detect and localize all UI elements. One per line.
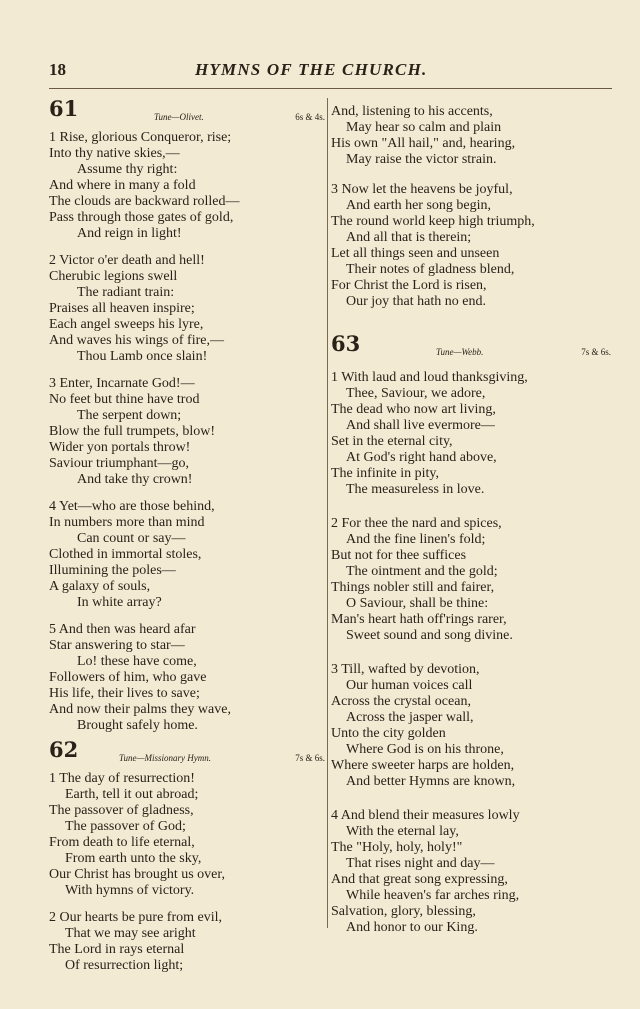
- verse-line: The serpent down;: [77, 408, 182, 423]
- tune-name: Tune—Missionary Hymn.: [119, 753, 211, 763]
- verse-line: And now their palms they wave,: [49, 702, 231, 717]
- verse-line: Let all things seen and unseen: [331, 246, 500, 261]
- meter: 7s & 6s.: [295, 753, 325, 763]
- verse-line: His life, their lives to save;: [49, 686, 200, 701]
- verse-line: And reign in light!: [77, 226, 182, 241]
- verse-line: But not for thee suffices: [331, 548, 467, 563]
- verse: [331, 662, 613, 790]
- verse-line: 2 For thee the nard and spices,: [331, 516, 502, 531]
- hymn-number: 63: [331, 331, 361, 356]
- hymn-number: 61: [49, 96, 79, 121]
- verse-line: 4 Yet—who are those behind,: [49, 499, 215, 514]
- hymn-63-header: [331, 331, 613, 360]
- verse-line: Saviour triumphant—go,: [49, 456, 189, 471]
- verse-line: Lo! these have come,: [77, 654, 197, 669]
- verse-line: The Lord in rays eternal: [49, 942, 185, 957]
- hymn-61-header: [49, 96, 327, 125]
- verse-line: Salvation, glory, blessing,: [331, 904, 476, 919]
- header-rule: [49, 88, 612, 89]
- verse: [49, 910, 327, 974]
- running-title: HYMNS OF THE CHURCH.: [195, 60, 428, 79]
- verse-line: 4 And blend their measures lowly: [331, 808, 520, 823]
- verse-line: His own "All hail," and, hearing,: [331, 136, 516, 151]
- verse: [331, 370, 613, 498]
- verse-line: Sweet sound and song divine.: [346, 628, 513, 643]
- verse-line: And better Hymns are known,: [346, 774, 516, 789]
- verse-line: While heaven's far arches ring,: [346, 888, 520, 903]
- verse-line: Across the jasper wall,: [346, 710, 474, 725]
- verse-line: Each angel sweeps his lyre,: [49, 317, 204, 332]
- verse: [49, 499, 327, 611]
- verse-line: Thou Lamb once slain!: [77, 349, 208, 364]
- verse-line: In white array?: [77, 595, 162, 610]
- verse-line: Our human voices call: [346, 678, 473, 693]
- verse-line: The radiant train:: [77, 285, 175, 300]
- verse-line: Pass through those gates of gold,: [49, 210, 234, 225]
- verse: [49, 771, 327, 899]
- page-number: 18: [49, 60, 66, 79]
- verse-line: Their notes of gladness blend,: [346, 262, 515, 277]
- verse-line: Into thy native skies,—: [49, 146, 180, 161]
- verse-line: The measureless in love.: [346, 482, 485, 497]
- verse-line: Our joy that hath no end.: [346, 294, 486, 309]
- verse-line: Brought safely home.: [77, 718, 198, 733]
- verse-line: The round world keep high triumph,: [331, 214, 535, 229]
- verse-line: Blow the full trumpets, blow!: [49, 424, 216, 439]
- verse-line: Where God is on his throne,: [346, 742, 504, 757]
- verse-line: Where sweeter harps are holden,: [331, 758, 515, 773]
- verse-line: May hear so calm and plain: [346, 120, 502, 135]
- verse: [49, 253, 327, 365]
- verse-line: Thee, Saviour, we adore,: [346, 386, 486, 401]
- verse-line: That we may see aright: [65, 926, 196, 941]
- verse-line: 5 And then was heard afar: [49, 622, 196, 637]
- verse-line: Man's heart hath off'rings rarer,: [331, 612, 507, 627]
- verse-line: 3 Now let the heavens be joyful,: [331, 182, 513, 197]
- verse-line: Praises all heaven inspire;: [49, 301, 195, 316]
- verse-line: And that great song expressing,: [331, 872, 508, 887]
- verse-line: Of resurrection light;: [65, 958, 184, 973]
- verse-line: And where in many a fold: [49, 178, 196, 193]
- verse-line: Illumining the poles—: [49, 563, 176, 578]
- meter: 7s & 6s.: [581, 347, 611, 357]
- tune-name: Tune—Olivet.: [154, 112, 204, 122]
- verse-line: Can count or say—: [77, 531, 186, 546]
- verse: [49, 130, 327, 242]
- verse: [331, 808, 613, 936]
- verse-line: The clouds are backward rolled—: [49, 194, 240, 209]
- verse-line: The passover of gladness,: [49, 803, 194, 818]
- verse-line: And the fine linen's fold;: [346, 532, 486, 547]
- verse-line: At God's right hand above,: [346, 450, 497, 465]
- verse-line: 1 Rise, glorious Conqueror, rise;: [49, 130, 232, 145]
- verse-line: And shall live evermore—: [346, 418, 495, 433]
- verse-line: With the eternal lay,: [346, 824, 459, 839]
- verse-line: O Saviour, shall be thine:: [346, 596, 489, 611]
- verse-line: The "Holy, holy, holy!": [331, 840, 463, 855]
- verse-line: Earth, tell it out abroad;: [65, 787, 199, 802]
- verse-line: And honor to our King.: [346, 920, 478, 935]
- right-column: [331, 95, 613, 936]
- verse-line: From earth unto the sky,: [65, 851, 202, 866]
- verse-line: No feet but thine have trod: [49, 392, 200, 407]
- verse-line: With hymns of victory.: [65, 883, 195, 898]
- verse-line: Across the crystal ocean,: [331, 694, 471, 709]
- verse-line: Cherubic legions swell: [49, 269, 178, 284]
- verse-line: 2 Our hearts be pure from evil,: [49, 910, 222, 925]
- hymn-number: 62: [49, 737, 79, 762]
- meter: 6s & 4s.: [295, 112, 325, 122]
- verse-line: Our Christ has brought us over,: [49, 867, 225, 882]
- verse-line: 3 Till, wafted by devotion,: [331, 662, 480, 677]
- verse: [331, 182, 613, 310]
- verse-line: 3 Enter, Incarnate God!—: [49, 376, 195, 391]
- verse-line: May raise the victor strain.: [346, 152, 497, 167]
- verse-line: In numbers more than mind: [49, 515, 205, 530]
- verse-line: For Christ the Lord is risen,: [331, 278, 487, 293]
- verse-line: And earth her song begin,: [346, 198, 492, 213]
- verse-line: The passover of God;: [65, 819, 186, 834]
- verse: [49, 622, 327, 734]
- verse-line: Set in the eternal city,: [331, 434, 453, 449]
- verse-line: The infinite in pity,: [331, 466, 439, 481]
- verse-line: Assume thy right:: [77, 162, 178, 177]
- verse-line: Followers of him, who gave: [49, 670, 207, 685]
- verse: [49, 376, 327, 488]
- verse-line: And all that is therein;: [346, 230, 472, 245]
- verse-line: From death to life eternal,: [49, 835, 195, 850]
- verse-line: Star answering to star—: [49, 638, 185, 653]
- column-divider: [327, 98, 328, 928]
- verse-line: The dead who now art living,: [331, 402, 496, 417]
- hymn-62-header: [49, 737, 327, 766]
- verse-line: And waves his wings of fire,—: [49, 333, 224, 348]
- verse-line: 1 With laud and loud thanksgiving,: [331, 370, 528, 385]
- verse-line: And, listening to his accents,: [331, 104, 493, 119]
- verse-line: Unto the city golden: [331, 726, 446, 741]
- verse: [331, 516, 613, 644]
- verse-line: A galaxy of souls,: [49, 579, 151, 594]
- verse-line: 2 Victor o'er death and hell!: [49, 253, 205, 268]
- verse-line: The ointment and the gold;: [346, 564, 498, 579]
- left-column: [49, 95, 327, 974]
- verse-line: 1 The day of resurrection!: [49, 771, 195, 786]
- verse-line: Clothed in immortal stoles,: [49, 547, 202, 562]
- verse-line: Things nobler still and fairer,: [331, 580, 495, 595]
- verse: [331, 104, 613, 168]
- verse-line: That rises night and day—: [346, 856, 495, 871]
- verse-line: Wider yon portals throw!: [49, 440, 191, 455]
- tune-name: Tune—Webb.: [436, 347, 484, 357]
- verse-line: And take thy crown!: [77, 472, 193, 487]
